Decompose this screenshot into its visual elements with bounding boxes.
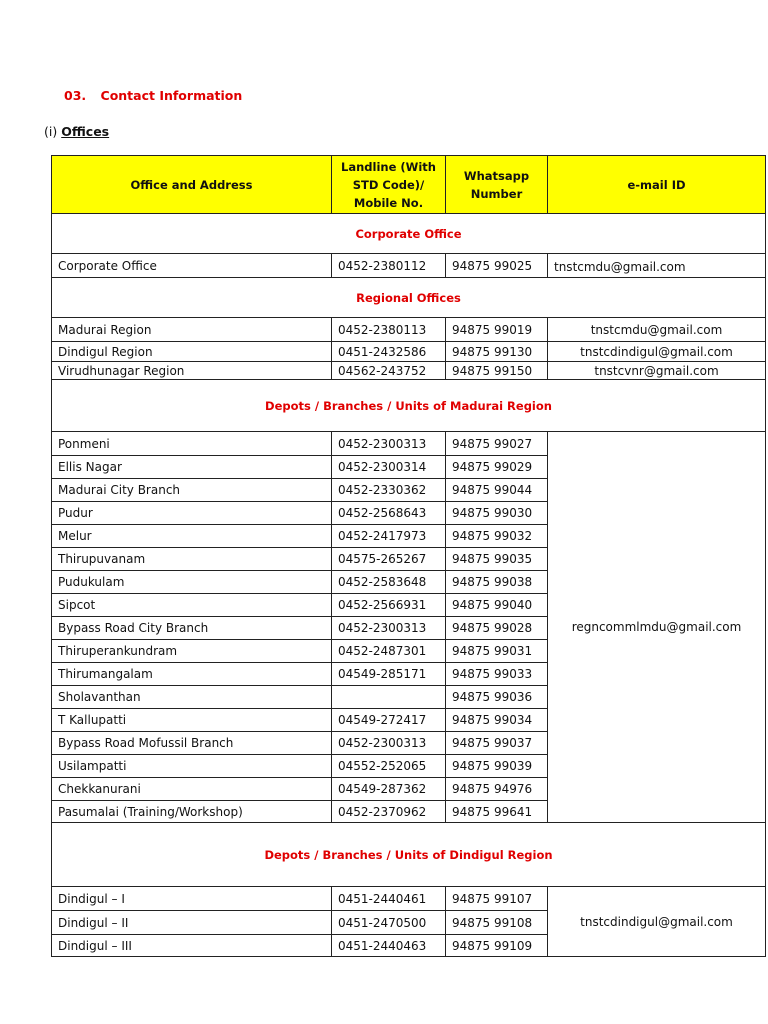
table-header-row: [52, 156, 766, 214]
landline-cell: 0452-2417973: [332, 525, 446, 548]
office-name-cell: Thirupuvanam: [52, 548, 332, 571]
section-row-title: Depots / Branches / Units of Dindigul Region: [52, 823, 766, 887]
landline-cell: 0452-2583648: [332, 571, 446, 594]
landline-cell: 0452-2370962: [332, 801, 446, 823]
landline-cell: 0452-2380113: [332, 318, 446, 342]
whatsapp-cell: 94875 99037: [446, 732, 548, 755]
office-name-cell: Dindigul – I: [52, 887, 332, 911]
office-name-cell: Sholavanthan: [52, 686, 332, 709]
subsection-prefix: (i): [44, 124, 58, 139]
office-name-cell: Corporate Office: [52, 254, 332, 278]
whatsapp-cell: 94875 99040: [446, 594, 548, 617]
header-office: Office and Address: [52, 156, 332, 214]
table-row: [52, 254, 766, 278]
office-name-cell: T Kallupatti: [52, 709, 332, 732]
landline-cell: 0452-2566931: [332, 594, 446, 617]
landline-cell: 0452-2330362: [332, 479, 446, 502]
office-name-cell: Thiruperankundram: [52, 640, 332, 663]
landline-cell: 0451-2470500: [332, 911, 446, 935]
header-whatsapp: Whatsapp Number: [446, 156, 548, 214]
section-row-title: Corporate Office: [52, 214, 766, 254]
landline-cell: 0451-2440463: [332, 935, 446, 957]
table-row: [52, 887, 766, 911]
landline-cell: 04562-243752: [332, 362, 446, 380]
landline-cell: 0452-2487301: [332, 640, 446, 663]
section-number: 03.: [64, 88, 87, 103]
landline-cell: 0451-2440461: [332, 887, 446, 911]
section-row: [52, 278, 766, 318]
landline-cell: 0452-2300313: [332, 432, 446, 456]
table-row: [52, 318, 766, 342]
section-row: [52, 380, 766, 432]
whatsapp-cell: 94875 99130: [446, 342, 548, 362]
whatsapp-cell: 94875 99033: [446, 663, 548, 686]
office-name-cell: Melur: [52, 525, 332, 548]
whatsapp-cell: 94875 99641: [446, 801, 548, 823]
landline-cell: [332, 686, 446, 709]
whatsapp-cell: 94875 99039: [446, 755, 548, 778]
whatsapp-cell: 94875 99109: [446, 935, 548, 957]
whatsapp-cell: 94875 99150: [446, 362, 548, 380]
office-name-cell: Madurai City Branch: [52, 479, 332, 502]
table-row: [52, 342, 766, 362]
email-cell: tnstcvnr@gmail.com: [548, 362, 766, 380]
offices-table: [51, 155, 766, 957]
email-cell: regncommlmdu@gmail.com: [548, 432, 766, 823]
subsection-heading: [44, 124, 109, 139]
email-cell: tnstcmdu@gmail.com: [548, 318, 766, 342]
office-name-cell: Pudur: [52, 502, 332, 525]
office-name-cell: Ellis Nagar: [52, 456, 332, 479]
whatsapp-cell: 94875 99038: [446, 571, 548, 594]
whatsapp-cell: 94875 99029: [446, 456, 548, 479]
office-name-cell: Madurai Region: [52, 318, 332, 342]
subsection-title: Offices: [61, 124, 110, 139]
landline-cell: 04549-285171: [332, 663, 446, 686]
section-heading: [64, 88, 242, 103]
landline-cell: 0452-2300313: [332, 617, 446, 640]
header-landline: Landline (With STD Code)/ Mobile No.: [332, 156, 446, 214]
office-name-cell: Bypass Road City Branch: [52, 617, 332, 640]
whatsapp-cell: 94875 99107: [446, 887, 548, 911]
email-cell: tnstcdindigul@gmail.com: [548, 342, 766, 362]
landline-cell: 0451-2432586: [332, 342, 446, 362]
section-row-title: Regional Offices: [52, 278, 766, 318]
table-body: [52, 214, 766, 957]
landline-cell: 04549-272417: [332, 709, 446, 732]
office-name-cell: Sipcot: [52, 594, 332, 617]
office-name-cell: Chekkanurani: [52, 778, 332, 801]
whatsapp-cell: 94875 99044: [446, 479, 548, 502]
whatsapp-cell: 94875 99019: [446, 318, 548, 342]
header-email: e-mail ID: [548, 156, 766, 214]
section-row-title: Depots / Branches / Units of Madurai Region: [52, 380, 766, 432]
office-name-cell: Dindigul – III: [52, 935, 332, 957]
whatsapp-cell: 94875 99036: [446, 686, 548, 709]
office-name-cell: Bypass Road Mofussil Branch: [52, 732, 332, 755]
office-name-cell: Usilampatti: [52, 755, 332, 778]
office-name-cell: Pasumalai (Training/Workshop): [52, 801, 332, 823]
landline-cell: 04549-287362: [332, 778, 446, 801]
section-row: [52, 823, 766, 887]
whatsapp-cell: 94875 99027: [446, 432, 548, 456]
table-row: [52, 362, 766, 380]
office-name-cell: Ponmeni: [52, 432, 332, 456]
whatsapp-cell: 94875 99031: [446, 640, 548, 663]
table-row: [52, 432, 766, 456]
email-cell: tnstcdindigul@gmail.com: [548, 887, 766, 957]
whatsapp-cell: 94875 99028: [446, 617, 548, 640]
landline-cell: 0452-2568643: [332, 502, 446, 525]
landline-cell: 0452-2300314: [332, 456, 446, 479]
office-name-cell: Pudukulam: [52, 571, 332, 594]
whatsapp-cell: 94875 94976: [446, 778, 548, 801]
whatsapp-cell: 94875 99032: [446, 525, 548, 548]
email-cell: tnstcmdu@gmail.com: [548, 254, 766, 278]
whatsapp-cell: 94875 99035: [446, 548, 548, 571]
section-row: [52, 214, 766, 254]
whatsapp-cell: 94875 99108: [446, 911, 548, 935]
office-name-cell: Dindigul Region: [52, 342, 332, 362]
section-title: Contact Information: [100, 88, 243, 103]
landline-cell: 04575-265267: [332, 548, 446, 571]
office-name-cell: Dindigul – II: [52, 911, 332, 935]
whatsapp-cell: 94875 99030: [446, 502, 548, 525]
whatsapp-cell: 94875 99034: [446, 709, 548, 732]
landline-cell: 0452-2380112: [332, 254, 446, 278]
whatsapp-cell: 94875 99025: [446, 254, 548, 278]
office-name-cell: Virudhunagar Region: [52, 362, 332, 380]
landline-cell: 0452-2300313: [332, 732, 446, 755]
office-name-cell: Thirumangalam: [52, 663, 332, 686]
landline-cell: 04552-252065: [332, 755, 446, 778]
